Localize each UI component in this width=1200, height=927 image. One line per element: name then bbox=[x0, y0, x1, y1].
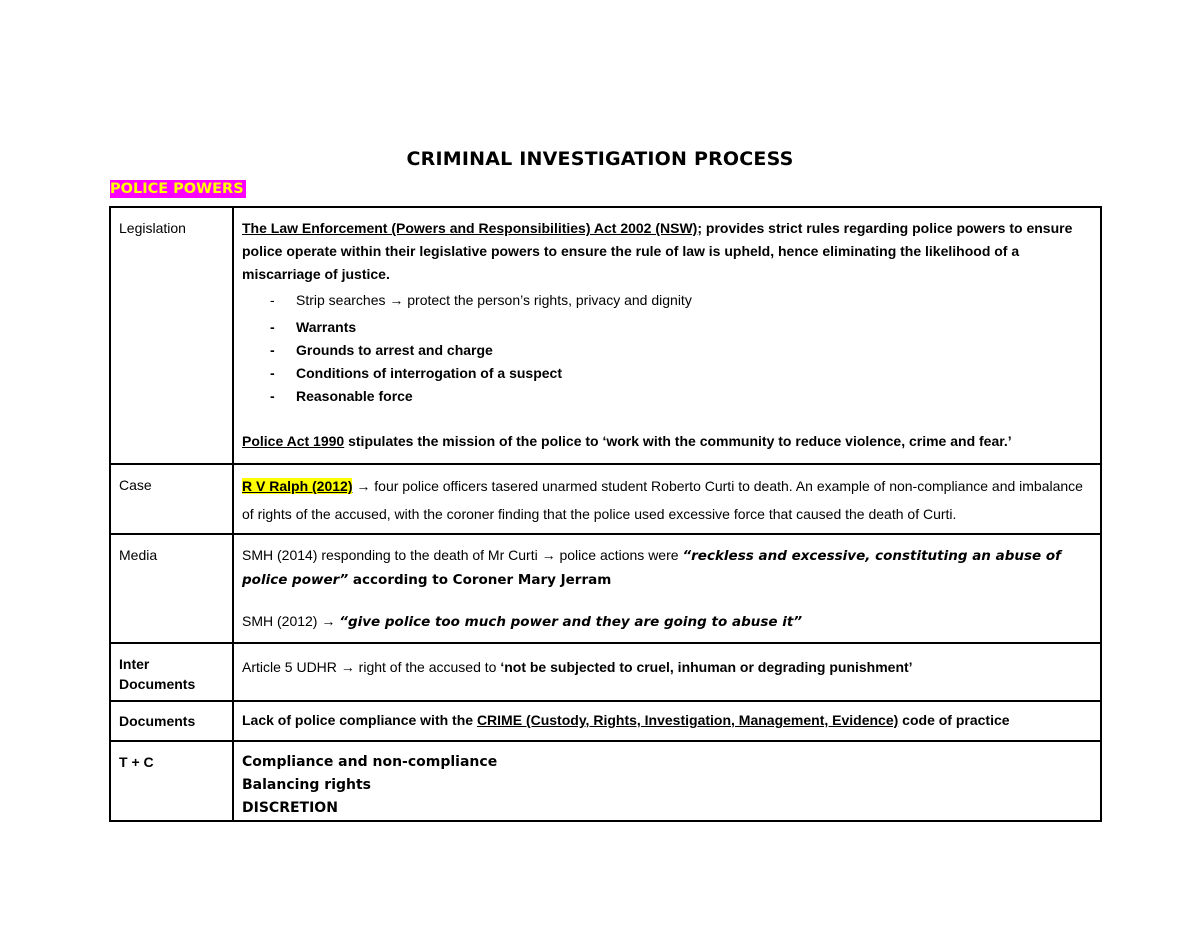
legislation-act-name: The Law Enforcement (Powers and Responsibilities) Act 2002 (NSW) bbox=[242, 220, 698, 236]
list-item: - Conditions of interrogation of a suspect bbox=[270, 362, 1090, 385]
legislation-content bbox=[233, 207, 1101, 464]
tc-line: Balancing rights bbox=[242, 777, 372, 793]
legislation-intro: The Law Enforcement (Powers and Responsibilities) Act 2002 (NSW); provides strict rules regarding police powers to ensure police operate within their legislative powers to ensure the rule of law is upheld, hence eliminating the likelihood of a miscarriage of justice. bbox=[242, 220, 1073, 282]
row-label-case: Case bbox=[110, 464, 233, 534]
media-quote-2014: “reckless and excessive, constituting an abuse of police power” bbox=[242, 548, 1062, 588]
document-title: CRIMINAL INVESTIGATION PROCESS bbox=[406, 148, 794, 170]
tc-line: DISCRETION bbox=[242, 800, 338, 816]
legislation-bullet-list bbox=[242, 289, 1090, 408]
table-row-tc bbox=[110, 741, 1101, 821]
row-label-inter-documents: Inter Documents bbox=[110, 643, 233, 701]
inter-documents-content: Article 5 UDHR → right of the accused to ‘not be subjected to cruel, inhuman or degrading punishment’ bbox=[233, 643, 1101, 701]
tc-line: Compliance and non-compliance bbox=[242, 754, 498, 770]
case-content bbox=[233, 464, 1101, 534]
police-act-name: Police Act 1990 bbox=[242, 433, 345, 449]
documents-content: Lack of police compliance with the CRIME (Custody, Rights, Investigation, Management, Evidence) code of practice bbox=[233, 701, 1101, 741]
media-item-smh-2014: SMH (2014) responding to the death of Mr Curti → police actions were “reckless and excessive, constituting an abuse of police power” according to Coroner Mary Jerram bbox=[242, 547, 1062, 588]
table-row-media bbox=[110, 534, 1101, 643]
section-heading-police-powers: POLICE POWERS bbox=[110, 181, 244, 197]
list-item: - Grounds to arrest and charge bbox=[270, 339, 1090, 362]
row-label-media: Media bbox=[110, 534, 233, 643]
police-powers-table bbox=[109, 206, 1102, 822]
case-description: → four police officers tasered unarmed student Roberto Curti to death. An example of non-compliance and imbalance of rights of the accused, with the coroner finding that the police used excessive force that caused the death of Curti. bbox=[242, 478, 1083, 522]
row-label-tc: T + C bbox=[110, 741, 233, 821]
table-row-case bbox=[110, 464, 1101, 534]
list-item: - Strip searches → protect the person’s rights, privacy and dignity bbox=[270, 289, 1090, 312]
row-label-legislation: Legislation bbox=[110, 207, 233, 464]
media-content bbox=[233, 534, 1101, 643]
media-item-smh-2012: SMH (2012) → “give police too much power and they are going to abuse it” bbox=[242, 613, 803, 630]
list-item: - Warrants bbox=[270, 316, 1090, 339]
table-row-documents bbox=[110, 701, 1101, 741]
crime-code-name: CRIME (Custody, Rights, Investigation, Management, Evidence) bbox=[476, 712, 899, 728]
table-row-legislation bbox=[110, 207, 1101, 464]
table-row-inter-documents bbox=[110, 643, 1101, 701]
police-act-statement: Police Act 1990 stipulates the mission of the police to ‘work with the community to reduce violence, crime and fear.’ bbox=[242, 433, 1012, 449]
row-label-documents: Documents bbox=[110, 701, 233, 741]
case-name: R V Ralph (2012) bbox=[242, 478, 353, 494]
media-quote-2012: “give police too much power and they are going to abuse it” bbox=[339, 614, 803, 630]
udhr-quote: ‘not be subjected to cruel, inhuman or degrading punishment’ bbox=[500, 659, 913, 675]
tc-content bbox=[233, 741, 1101, 821]
list-item: - Reasonable force bbox=[270, 385, 1090, 408]
